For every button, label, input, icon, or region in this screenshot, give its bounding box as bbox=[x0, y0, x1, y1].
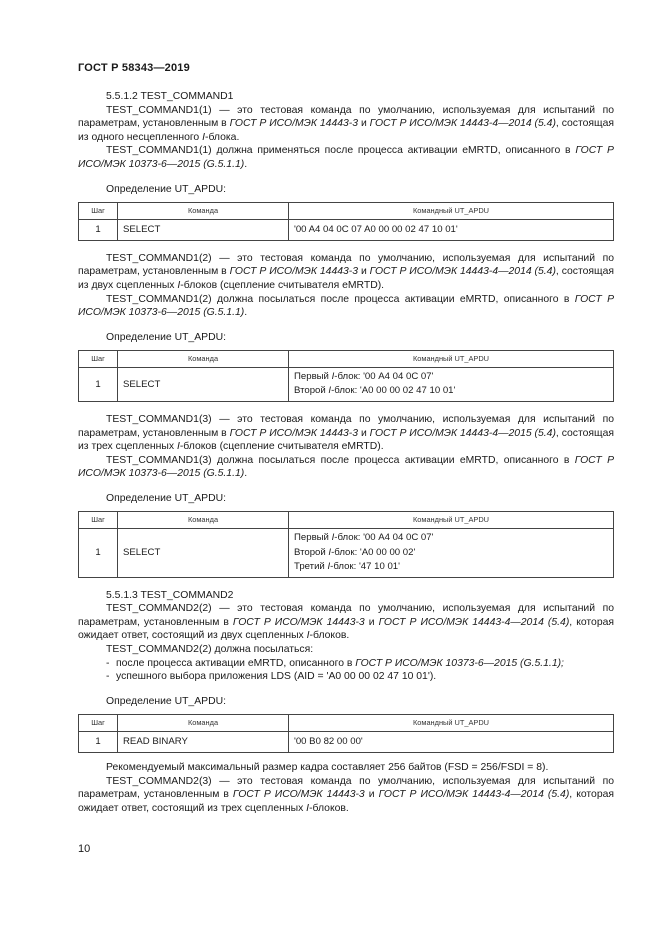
page-content bbox=[78, 90, 614, 815]
apdu-table bbox=[78, 350, 614, 402]
cell-apdu: '00 B0 82 00 00' bbox=[289, 731, 614, 752]
cell-command: SELECT bbox=[118, 529, 289, 578]
section-heading: 5.5.1.2 TEST_COMMAND1 bbox=[106, 91, 234, 102]
cell-apdu: Первый I-блок: '00 A4 04 0C 07' Второй I-блок: 'A0 00 00 02' Третий I-блок: '47 10 01' bbox=[289, 529, 614, 578]
definition-label: Определение UT_APDU: bbox=[106, 331, 226, 343]
cell-apdu: '00 A4 04 0C 07 A0 00 00 02 47 10 01' bbox=[289, 219, 614, 240]
table-row bbox=[79, 731, 614, 752]
col-command-header: Команда bbox=[118, 203, 289, 220]
paragraph: TEST_COMMAND1(3) должна посылаться после процесса активации eMRTD, описанного в ГОСТ Р ИСО/МЭК 10373-6—2015 (G.5.1.1). bbox=[78, 454, 614, 480]
document-header: ГОСТ Р 58343—2019 bbox=[78, 62, 190, 74]
cell-command: SELECT bbox=[118, 367, 289, 401]
paragraph: TEST_COMMAND2(2) — это тестовая команда по умолчанию, используемая для испытаний по параметрам, установленным в ГОСТ Р ИСО/МЭК 14443-3 и ГОСТ Р ИСО/МЭК 14443-4—2014 (5.4), которая ожидает ответ, состоящий из двух сцепленных I-блоков. bbox=[78, 603, 615, 642]
paragraph: TEST_COMMAND2(2) должна посылаться: bbox=[106, 643, 314, 655]
apdu-table bbox=[78, 202, 614, 241]
paragraph: TEST_COMMAND1(2) — это тестовая команда по умолчанию, используемая для испытаний по параметрам, установленным в ГОСТ Р ИСО/МЭК 14443-3 и ГОСТ Р ИСО/МЭК 14443-4—2014 (5.4), состоящая из двух сцепленных I-блоков (сцепление считывателя eMRTD). bbox=[78, 252, 614, 291]
table-row bbox=[79, 367, 614, 401]
list-item: - успешного выбора приложения LDS (AID = 'A0 00 00 02 47 10 01'). bbox=[106, 670, 614, 684]
list-item: - после процесса активации eMRTD, описанного в ГОСТ Р ИСО/МЭК 10373-6—2015 (G.5.1.1); bbox=[106, 657, 614, 671]
cell-command: SELECT bbox=[118, 219, 289, 240]
col-apdu-header: Командный UT_APDU bbox=[289, 512, 614, 529]
col-apdu-header: Командный UT_APDU bbox=[289, 203, 614, 220]
cell-step: 1 bbox=[79, 219, 118, 240]
apdu-table bbox=[78, 511, 614, 577]
table-row bbox=[79, 529, 614, 578]
cell-apdu: Первый I-блок: '00 A4 04 0C 07' Второй I-блок: 'A0 00 00 02 47 10 01' bbox=[289, 367, 614, 401]
col-apdu-header: Командный UT_APDU bbox=[289, 351, 614, 368]
table-row bbox=[79, 219, 614, 240]
cell-command: READ BINARY bbox=[118, 731, 289, 752]
col-step-header: Шаг bbox=[79, 715, 118, 732]
paragraph: TEST_COMMAND1(1) должна применяться после процесса активации eMRTD, описанного в ГОСТ Р ИСО/МЭК 10373-6—2015 (G.5.1.1). bbox=[78, 145, 614, 170]
col-command-header: Команда bbox=[118, 715, 289, 732]
col-command-header: Команда bbox=[118, 512, 289, 529]
dash-list bbox=[78, 657, 614, 684]
page-number: 10 bbox=[78, 843, 91, 855]
definition-label: Определение UT_APDU: bbox=[106, 695, 226, 707]
paragraph: TEST_COMMAND1(1) — это тестовая команда по умолчанию, используемая для испытаний по параметрам, установленным в ГОСТ Р ИСО/МЭК 14443-3 и ГОСТ Р ИСО/МЭК 14443-4—2014 (5.4), состоящая из одного несцепленного I-блока. bbox=[78, 104, 614, 143]
paragraph: TEST_COMMAND1(2) должна посылаться после процесса активации eMRTD, описанного в ГОСТ Р ИСО/МЭК 10373-6—2015 (G.5.1.1). bbox=[78, 293, 614, 319]
col-command-header: Команда bbox=[118, 351, 289, 368]
definition-label: Определение UT_APDU: bbox=[106, 183, 226, 195]
paragraph: Рекомендуемый максимальный размер кадра составляет 256 байтов (FSD = 256/FSDI = 8). bbox=[106, 761, 549, 773]
cell-step: 1 bbox=[79, 367, 118, 401]
paragraph: TEST_COMMAND1(3) — это тестовая команда по умолчанию, используемая для испытаний по параметрам, установленным в ГОСТ Р ИСО/МЭК 14443-3 и ГОСТ Р ИСО/МЭК 14443-4—2015 (5.4), состоящая из трех сцепленных I-блоков (сцепление считывателя eMRTD). bbox=[78, 413, 614, 453]
paragraph: TEST_COMMAND2(3) — это тестовая команда по умолчанию, используемая для испытаний по параметрам, установленным в ГОСТ Р ИСО/МЭК 14443-3 и ГОСТ Р ИСО/МЭК 14443-4—2014 (5.4), которая ожидает ответ, состоящий из трех сцепленных I-блоков. bbox=[78, 775, 615, 814]
section-heading: 5.5.1.3 TEST_COMMAND2 bbox=[106, 589, 234, 601]
apdu-table bbox=[78, 714, 614, 753]
col-step-header: Шаг bbox=[79, 512, 118, 529]
cell-step: 1 bbox=[79, 529, 118, 578]
definition-label: Определение UT_APDU: bbox=[106, 492, 226, 504]
col-step-header: Шаг bbox=[79, 203, 118, 220]
col-apdu-header: Командный UT_APDU bbox=[289, 715, 614, 732]
cell-step: 1 bbox=[79, 731, 118, 752]
col-step-header: Шаг bbox=[79, 351, 118, 368]
